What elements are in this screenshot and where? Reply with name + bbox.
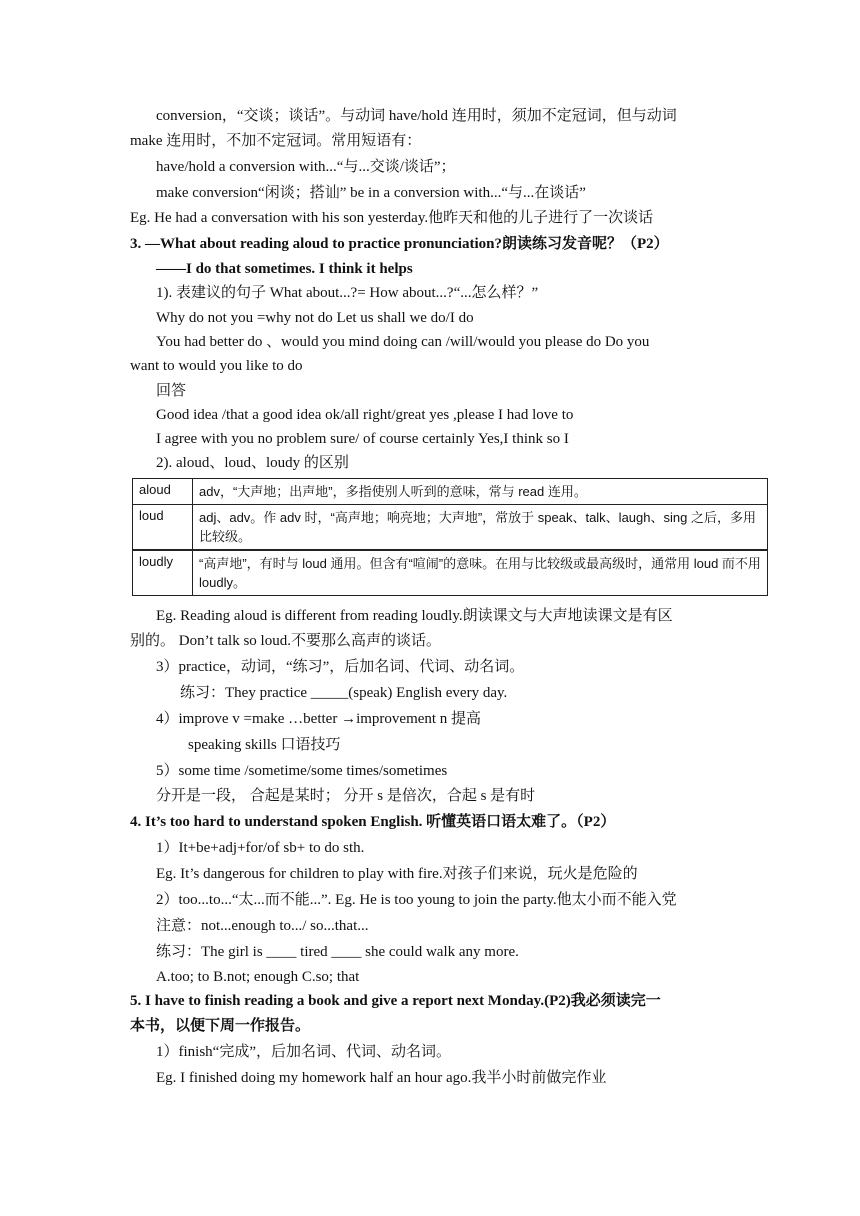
text-line: 注意：not...enough to.../ so...that...: [156, 918, 369, 934]
text-line: 1）It+be+adj+for/of sb+ to do sth.: [156, 840, 365, 856]
text-line: 别的。 Don’t talk so loud.不要那么高声的谈话。: [130, 633, 441, 649]
text-line: speaking skills 口语技巧: [188, 737, 341, 753]
text-line: Eg. Reading aloud is different from reading loudly.朗读课文与大声地读课文是有区: [156, 608, 673, 624]
table-cell-word: loudly: [133, 551, 193, 595]
comparison-table-continued: [132, 550, 768, 596]
text-line: make 连用时，不加不定冠词。常用短语有：: [130, 133, 422, 149]
table-cell-word: loud: [133, 505, 193, 549]
text-line: 回答: [156, 383, 187, 399]
text-line: 5）some time /sometime/some times/sometimes: [156, 763, 448, 779]
table-row: [133, 479, 767, 504]
table-cell-desc: adj、adv。作 adv 时，“高声地；响亮地；大声地”，常放于 speak、talk、laugh、sing 之后，多用比较级。: [199, 510, 756, 544]
text-line: 1）finish“完成”，后加名词、代词、动名词。: [156, 1044, 451, 1060]
text-line: Good idea /that a good idea ok/all right/great yes ,please I had love to: [156, 407, 574, 423]
text-line: 2）too...to...“太...而不能...”. Eg. He is too young to join the party.他太小而不能入党: [156, 892, 677, 908]
exercise-line: 练习：They practice _____(speak) English every day.: [180, 685, 508, 701]
text-line: have/hold a conversion with...“与...交谈/谈话”；: [156, 159, 456, 175]
table-cell-desc: “高声地”，有时与 loud 通用。但含有“喧闹”的意味。在用与比较级或最高级时，通常用 loud 而不用 loudly。: [199, 556, 761, 590]
table-cell-word: aloud: [133, 479, 193, 504]
text-line: want to would you like to do: [130, 358, 303, 374]
exercise-line: 练习：The girl is ____ tired ____ she could walk any more.: [156, 944, 519, 960]
exercise-options: A.too; to B.not; enough C.so; that: [156, 969, 360, 985]
section-heading: 3. —What about reading aloud to practice pronunciation?朗读练习发音呢？（P2）: [130, 236, 669, 252]
text-line: Eg. He had a conversation with his son yesterday.他昨天和他的儿子进行了一次谈话: [130, 210, 654, 226]
text-line: 1). 表建议的句子 What about...?= How about...?“...怎么样？”: [156, 285, 539, 301]
text-line: I agree with you no problem sure/ of course certainly Yes,I think so I: [156, 431, 569, 447]
text-line: 4）improve v =make …better →improvement n 提高: [156, 711, 482, 727]
comparison-table: [132, 478, 768, 550]
text-line: 3）practice，动词，“练习”，后加名词、代词、动名词。: [156, 659, 525, 675]
table-row: [133, 504, 767, 549]
text-line: make conversion“闲谈；搭讪” be in a conversion with...“与...在谈话”: [156, 185, 586, 201]
text-line: conversion，“交谈；谈话”。与动词 have/hold 连用时，须加不定冠词，但与动词: [156, 108, 677, 124]
section-subheading: ——I do that sometimes. I think it helps: [156, 261, 413, 277]
section-heading-continued: 本书，以便下周一作报告。: [130, 1018, 311, 1034]
text-line: Eg. I finished doing my homework half an hour ago.我半小时前做完作业: [156, 1070, 607, 1086]
table-row: [133, 551, 767, 595]
text-line: You had better do 、would you mind doing can /will/would you please do Do you: [156, 334, 650, 350]
text-line: 分开是一段， 合起是某时； 分开 s 是倍次，合起 s 是有时: [156, 788, 536, 804]
table-cell-desc: adv，“大声地；出声地”，多指使别人听到的意味，常与 read 连用。: [199, 484, 587, 499]
text-line: Eg. It’s dangerous for children to play with fire.对孩子们来说，玩火是危险的: [156, 866, 638, 882]
section-heading: 5. I have to finish reading a book and give a report next Monday.(P2)我必须读完一: [130, 993, 661, 1009]
section-heading: 4. It’s too hard to understand spoken English. 听懂英语口语太难了。（P2）: [130, 814, 616, 830]
text-line: 2). aloud、loud、loudy 的区别: [156, 455, 349, 471]
text-line: Why do not you =why not do Let us shall we do/I do: [156, 310, 474, 326]
